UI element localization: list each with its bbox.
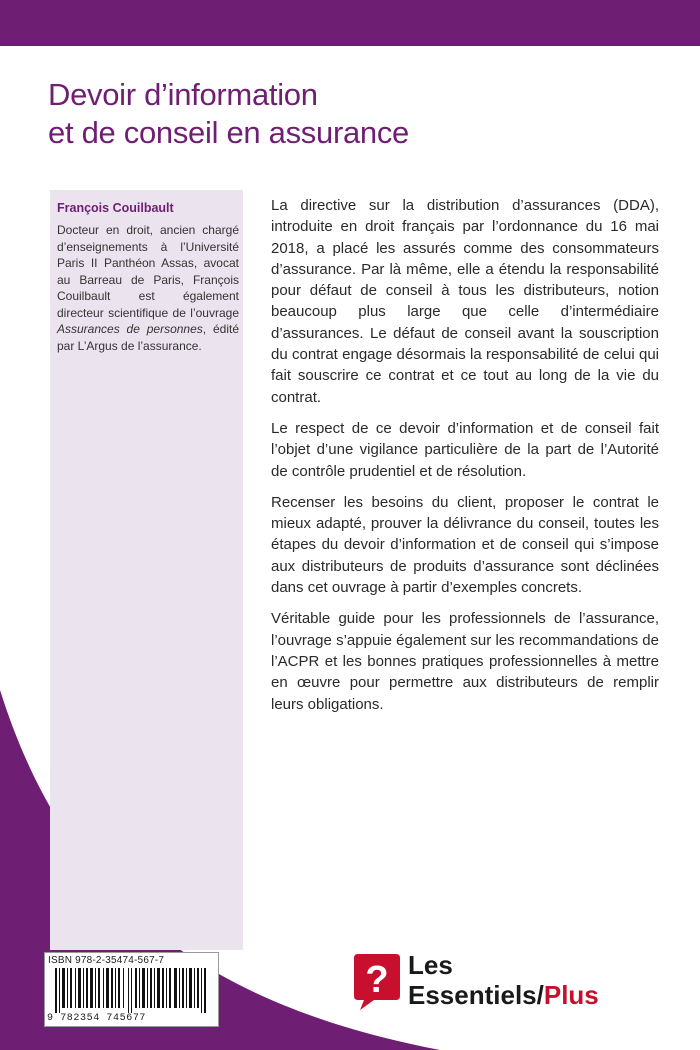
description-paragraph: Véritable guide pour les professionnels de l’assurance, l’ouvrage s’appuie également sur les recommandations de l’ACPR et les bonnes pratiques professionnelles à mettre en œuvre pour permettre aux distributeurs de remplir leurs obligations.: [271, 610, 659, 713]
referenced-book-title: Assurances de personnes: [57, 322, 203, 336]
author-name: François Couilbault: [57, 201, 174, 215]
back-cover-description: [271, 195, 659, 725]
barcode-bars-icon: [49, 968, 215, 1013]
description-paragraph: La directive sur la distribution d’assurances (DDA), introduite en droit français par l’ordonnance du 16 mai 2018, a placé les assurés comme des consommateurs d’assurance. Par là même, elle a étendu la responsabilité pour défaut de conseil à tous les distributeurs, notion beaucoup plus large que celle d’intermédiaire d’assurances. Le défaut de conseil avant la souscription du contrat engage désormais la responsabilité de celui qui fait souscrire ce contrat et ce tout au long de la vie du contrat.: [271, 197, 659, 406]
logo-text-line-1: Les: [408, 950, 453, 980]
book-title: [48, 76, 608, 152]
logo-series-accent: Plus: [543, 980, 599, 1010]
logo-icon-glyph: ?: [365, 959, 389, 1001]
book-title-line-1: Devoir d’information: [48, 77, 318, 112]
author-bio-text-end: , édité par L’Argus de l’assurance.: [57, 322, 239, 353]
barcode-number: 9 782354 745677: [47, 1013, 147, 1024]
description-paragraph: Recenser les besoins du client, proposer le contrat le mieux adapté, prouver la délivrance du conseil, toutes les étapes du devoir d’information et de conseil qui s’impose aux distributeurs de produits d’assurance sont déclinées dans cet ouvrage à partir d’exemples concrets.: [271, 493, 659, 597]
isbn-label: ISBN 978-2-35474-567-7: [48, 955, 165, 966]
isbn-barcode: [44, 952, 219, 1027]
book-title-line-2: et de conseil en assurance: [48, 115, 409, 150]
author-bio-text: Docteur en droit, ancien chargé d’enseignements à l’Université Paris II Panthéon Assas, avocat au Barreau de Paris, François Couilbault est également directeur scientifique de l’ouvrage: [57, 223, 239, 320]
publisher-series-logo: [352, 948, 642, 1018]
description-paragraph: Le respect de ce devoir d’information et de conseil fait l’objet d’une vigilance particulière de la part de l’Autorité de contrôle prudentiel et de résolution.: [271, 419, 659, 480]
question-mark-icon: [352, 952, 402, 1012]
author-bio: [57, 222, 239, 354]
logo-text-line-2: [408, 980, 599, 1010]
logo-series-name: Essentiels/: [408, 980, 544, 1010]
